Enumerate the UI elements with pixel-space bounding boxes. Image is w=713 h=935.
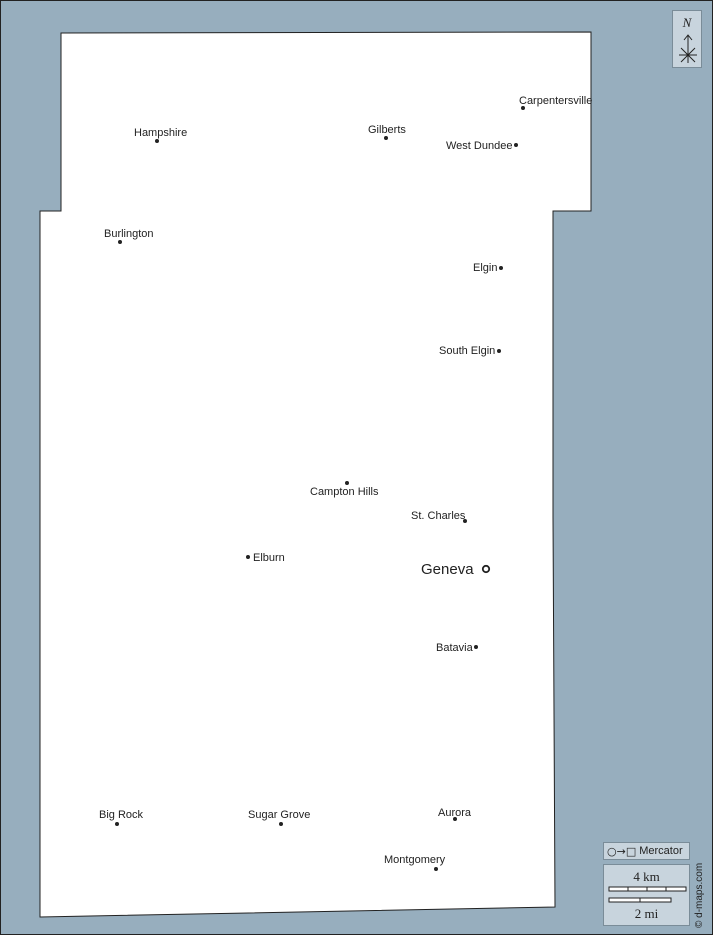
place-dot-sugar-grove xyxy=(279,822,283,826)
place-label-aurora: Aurora xyxy=(438,807,472,819)
place-label-campton-hills: Campton Hills xyxy=(310,486,379,498)
projection-panel xyxy=(603,842,690,860)
north-arrow-panel xyxy=(672,10,702,68)
credit-text: © d-maps.com xyxy=(694,862,705,928)
place-marker-geneva xyxy=(483,566,489,572)
place-dot-elburn xyxy=(246,555,250,559)
place-label-st-charles: St. Charles xyxy=(411,510,466,522)
projection-label: Mercator xyxy=(639,845,683,857)
place-label-geneva: Geneva xyxy=(421,561,474,578)
place-dot-batavia xyxy=(474,645,478,649)
place-dot-burlington xyxy=(118,240,122,244)
place-dot-gilberts xyxy=(384,136,388,140)
place-label-west-dundee: West Dundee xyxy=(446,140,513,152)
place-dot-big-rock xyxy=(115,822,119,826)
scale-bar-panel xyxy=(603,864,690,926)
north-label: N xyxy=(682,15,692,30)
scale-mi-label: 2 mi xyxy=(634,906,659,921)
place-label-big-rock: Big Rock xyxy=(99,809,144,821)
county-outline xyxy=(40,32,591,917)
scale-km-label: 4 km xyxy=(633,869,660,884)
place-dot-elgin xyxy=(499,266,503,270)
place-label-burlington: Burlington xyxy=(104,228,154,240)
place-label-gilberts: Gilberts xyxy=(368,124,406,136)
place-label-carpentersville: Carpentersville xyxy=(519,95,593,107)
place-dot-montgomery xyxy=(434,867,438,871)
compass-icon xyxy=(673,11,703,69)
place-label-montgomery: Montgomery xyxy=(384,854,446,866)
projection-icon: ○→□ xyxy=(607,844,637,858)
place-label-batavia: Batavia xyxy=(436,642,473,654)
place-dot-west-dundee xyxy=(514,143,518,147)
place-label-sugar-grove: Sugar Grove xyxy=(248,809,311,821)
place-dot-south-elgin xyxy=(497,349,501,353)
place-dot-hampshire xyxy=(155,139,159,143)
place-dot-campton-hills xyxy=(345,481,349,485)
place-label-elburn: Elburn xyxy=(253,552,285,564)
place-label-hampshire: Hampshire xyxy=(134,127,188,139)
place-label-south-elgin: South Elgin xyxy=(439,345,496,357)
place-label-elgin: Elgin xyxy=(473,262,498,274)
